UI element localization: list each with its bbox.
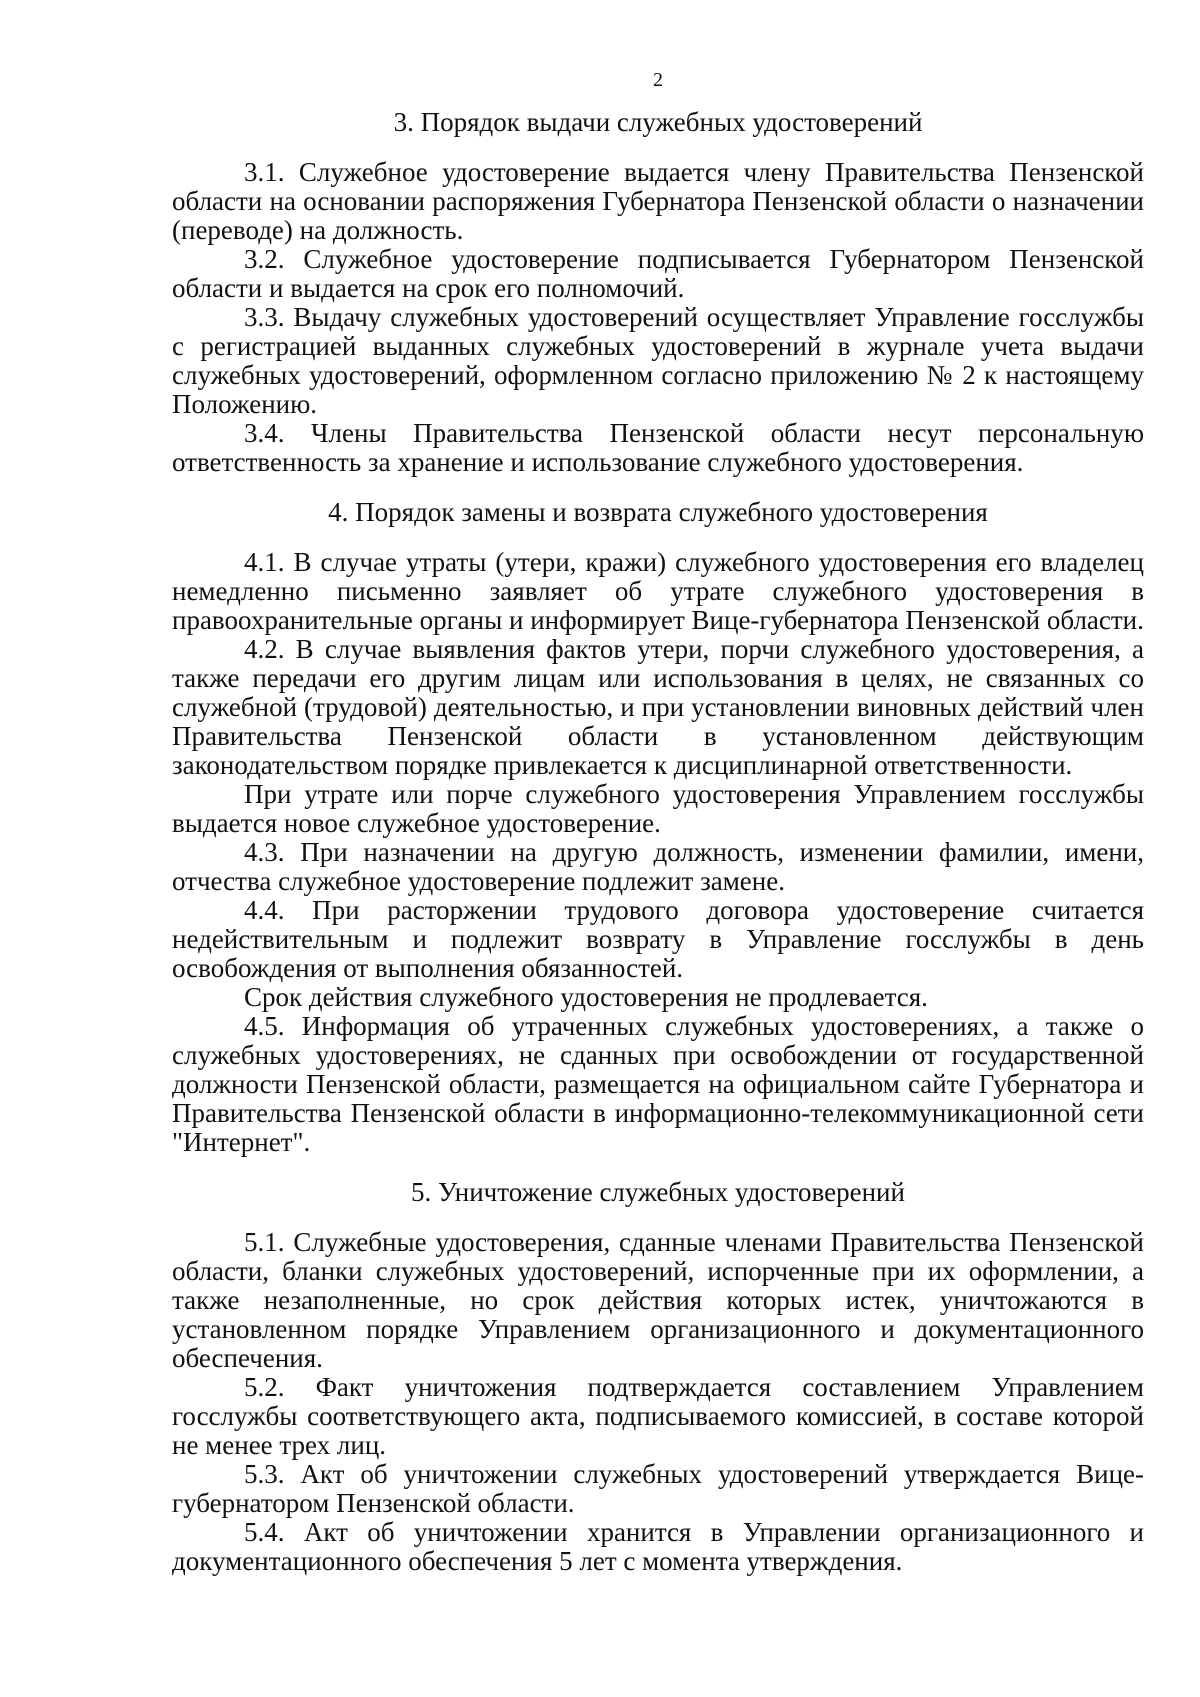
section-replacement [172,498,1144,1157]
paragraph: 4.2. В случае выявления фактов утери, порчи служебного удостоверения, а также передачи его другим лицам или использования в целях, не связанных со служебной (трудовой) деятельностью, и при установлении виновных действий член Правительства Пензенской области в установленном действующим законодательством порядке привлекается к дисциплинарной ответственности. [172,634,1144,780]
paragraph: 4.1. В случае утраты (утери, кражи) служебного удостоверения его владелец немедленно письменно заявляет об утрате служебного удостоверения в правоохранительные органы и информирует Вице-губернатора Пензенской области. [172,547,1144,635]
page-number: 2 [653,69,663,91]
paragraph: 3.1. Служебное удостоверение выдается члену Правительства Пензенской области на основании распоряжения Губернатора Пензенской области о назначении (переводе) на должность. [172,157,1144,245]
paragraph: При утрате или порче служебного удостоверения Управлением госслужбы выдается новое служебное удостоверение. [172,779,1144,838]
section-issuance [172,108,1144,477]
paragraph: 5.1. Служебные удостоверения, сданные членами Правительства Пензенской области, бланки служебных удостоверений, испорченные при их оформлении, а также незаполненные, но срок действия которых истек, уничтожаются в установленном порядке Управлением организационного и документационного обеспечения. [172,1227,1144,1373]
paragraph: 5.2. Факт уничтожения подтверждается составлением Управлением госслужбы соответствующего акта, подписываемого комиссией, в составе которой не менее трех лиц. [172,1372,1144,1460]
paragraph: 3.3. Выдачу служебных удостоверений осуществляет Управление госслужбы с регистрацией выданных служебных удостоверений в журнале учета выдачи служебных удостоверений, оформленном согласно приложению № 2 к настоящему Положению. [172,302,1144,419]
paragraph: Срок действия служебного удостоверения не продлевается. [244,982,928,1012]
paragraph: 4.3. При назначении на другую должность, изменении фамилии, имени, отчества служебное удостоверение подлежит замене. [172,837,1144,896]
section-heading: 5. Уничтожение служебных удостоверений [411,1177,905,1207]
section-heading: 3. Порядок выдачи служебных удостоверений [393,107,923,137]
paragraph: 5.3. Акт об уничтожении служебных удостоверений утверждается Вице-губернатором Пензенской области. [172,1459,1144,1518]
paragraph: 4.5. Информация об утраченных служебных удостоверениях, а также о служебных удостоверениях, не сданных при освобождении от государственной должности Пензенской области, размещается на официальном сайте Губернатора и Правительства Пензенской области в информационно-телекоммуникационной сети "Интернет". [172,1011,1144,1157]
paragraph: 4.4. При расторжении трудового договора удостоверение считается недействительным и подлежит возврату в Управление госслужбы в день освобождения от выполнения обязанностей. [172,895,1144,983]
paragraph: 3.4. Члены Правительства Пензенской области несут персональную ответственность за хранение и использование служебного удостоверения. [172,418,1144,477]
section-destruction [172,1178,1144,1576]
section-heading: 4. Порядок замены и возврата служебного удостоверения [328,497,988,527]
paragraph: 3.2. Служебное удостоверение подписывается Губернатором Пензенской области и выдается на срок его полномочий. [172,244,1144,303]
document-page [172,68,1144,1597]
paragraph: 5.4. Акт об уничтожении хранится в Управлении организационного и документационного обеспечения 5 лет с момента утверждения. [172,1517,1144,1576]
